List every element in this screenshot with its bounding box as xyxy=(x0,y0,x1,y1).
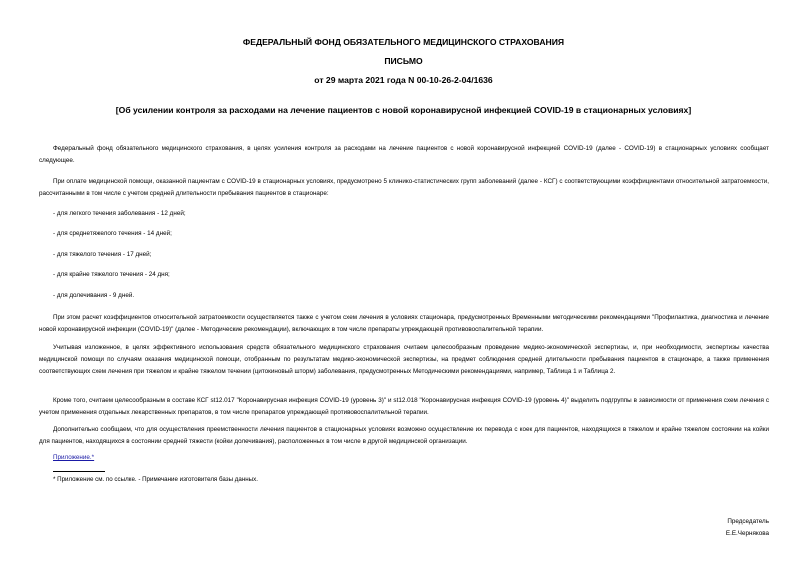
signature-title: Председатель xyxy=(727,518,769,525)
list-item-moderate: - для среднетяжелого течения - 14 дней; xyxy=(53,230,172,237)
signature-name: Е.Е.Чернякова xyxy=(725,530,769,537)
paragraph-coefficients: При этом расчет коэффициентов относительной затратоемкости осуществляется также с учетом схем лечения в условиях стационара, предусмотренных Временными методическими рекомендациями "Профилактика, диагностика и лечение новой коронавирусной инфекции (COVID-19)" (далее - Методические рекомендации), включающих в том числе препараты упреждающей противовоспалительной терапии. xyxy=(39,314,769,333)
list-item-aftercare: - для долечивания - 9 дней. xyxy=(53,292,135,299)
paragraph-intro: Федеральный фонд обязательного медицинского страхования, в целях усиления контроля за расходами на лечение пациентов с новой коронавирусной инфекцией COVID-19 (далее - COVID-19) в стационарных условиях сообщает следующее. xyxy=(39,145,769,164)
paragraph-subgroups: Кроме того, считаем целесообразным в составе КСГ st12.017 "Коронавирусная инфекция COVID-19 (уровень 3)" и st12.018 "Коронавирусная инфекция COVID-19 (уровень 4)" выделить подгруппы в зависимости от применения схем лечения с учетом применения отдельных лекарственных препаратов, в том числе препаратов упреждающей противовоспалительной терапии. xyxy=(39,397,769,416)
list-item-critical: - для крайне тяжелого течения - 24 дня; xyxy=(53,271,170,278)
organization-title: ФЕДЕРАЛЬНЫЙ ФОНД ОБЯЗАТЕЛЬНОГО МЕДИЦИНСКОГО СТРАХОВАНИЯ xyxy=(242,37,565,47)
attachment-link[interactable]: Приложение.* xyxy=(53,454,95,461)
paragraph-continuity: Дополнительно сообщаем, что для осуществления преемственности лечения пациентов в стационарных условиях возможно осуществление их перевода с коек для пациентов, находящихся в тяжелом и крайне тяжелом состоянии на койки для пациентов, находящихся в состоянии средней тяжести (койки долечивания), расположенных в том числе в другой медицинской организации. xyxy=(39,426,769,445)
paragraph-ksg: При оплате медицинской помощи, оказанной пациентам с COVID-19 в стационарных условиях, предусмотрено 5 клинико-статистических групп заболеваний (далее - КСГ) с соответствующими коэффициентами относительной затратоемкости, рассчитанными в том числе с учетом средней длительности пребывания пациентов в стационаре: xyxy=(39,178,769,197)
footnote: * Приложение см. по ссылке. - Примечание изготовителя базы данных. xyxy=(53,476,258,483)
document-subject: [Об усилении контроля за расходами на лечение пациентов с новой коронавирусной инфекцией COVID-19 в стационарных условиях] xyxy=(115,105,692,115)
list-item-severe: - для тяжелого течения - 17 дней; xyxy=(53,251,152,258)
list-item-light: - для легкого течения заболевания - 12 дней; xyxy=(53,210,186,217)
footnote-divider xyxy=(53,471,105,472)
paragraph-expertise: Учитывая изложенное, в целях эффективного использования средств обязательного медицинского страхования считаем целесообразным проведение медико-экономической экспертизы, и, при необходимости, экспертизы качества медицинской помощи по случаям оказания медицинской помощи, отобранным по результатам медико-экономической экспертизы, на предмет соблюдения средней длительности пребывания пациентов в стационаре, а также применения соответствующих схем лечения при тяжелом и крайне тяжелом течении (цитокиновый шторм) заболевания, предусмотренных Методическими рекомендациями, например, Таблица 1 и Таблица 2. xyxy=(39,344,769,375)
document-type: ПИСЬМО xyxy=(384,56,423,66)
document-date-number: от 29 марта 2021 года N 00-10-26-2-04/1636 xyxy=(314,75,493,85)
